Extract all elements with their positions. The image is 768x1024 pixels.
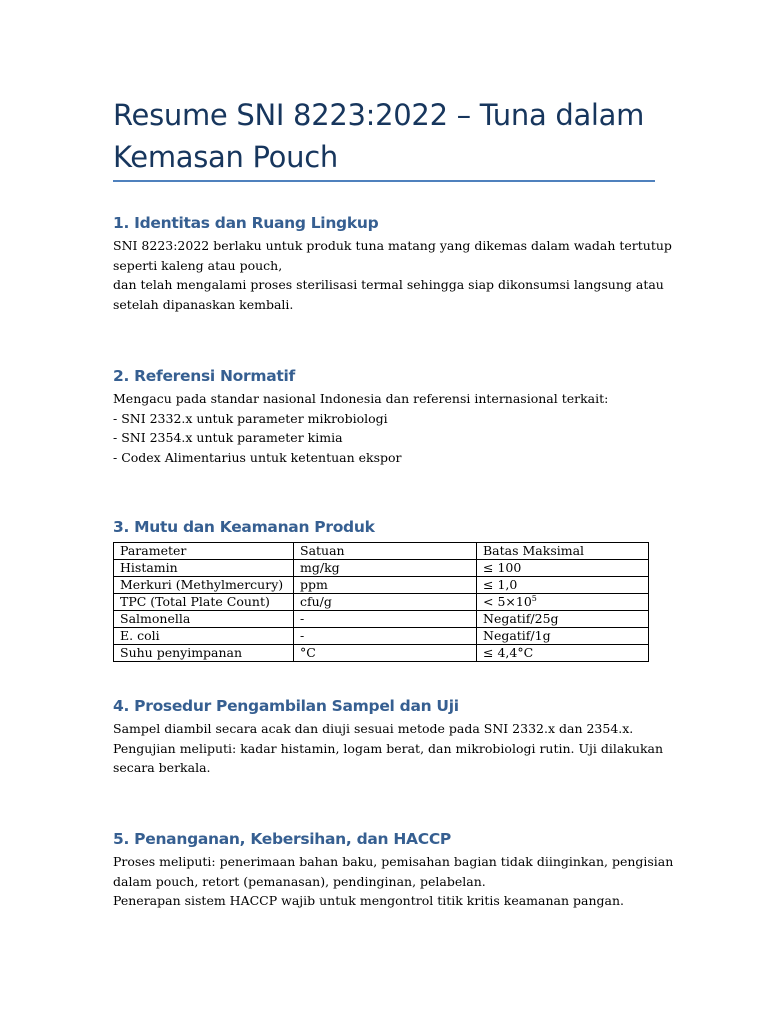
section-1-body xyxy=(113,236,672,314)
table-header-cell: Parameter xyxy=(114,543,294,560)
table-header-row xyxy=(114,543,649,560)
section-2-line: - SNI 2354.x untuk parameter kimia xyxy=(113,430,343,445)
table-cell: - xyxy=(294,628,477,645)
table-cell: Histamin xyxy=(114,560,294,577)
table-row xyxy=(114,560,649,577)
section-5-line: Penerapan sistem HACCP wajib untuk mengontrol titik kritis keamanan pangan. xyxy=(113,893,624,908)
table-header-cell: Batas Maksimal xyxy=(477,543,649,560)
section-5-line: dalam pouch, retort (pemanasan), pendinginan, pelabelan. xyxy=(113,873,486,889)
section-1-heading: 1. Identitas dan Ruang Lingkup xyxy=(113,214,379,232)
section-3-heading: 3. Mutu dan Keamanan Produk xyxy=(113,518,375,536)
title-underline xyxy=(113,180,655,182)
table-cell: cfu/g xyxy=(294,594,477,611)
document-title: Resume SNI 8223:2022 – Tuna dalam Kemasan Pouch xyxy=(113,98,645,174)
tpc-limit-exponent: 5 xyxy=(531,594,537,603)
table-row xyxy=(114,594,649,611)
table-cell: °C xyxy=(294,645,477,662)
section-5-line: Proses meliputi: penerimaan bahan baku, pemisahan bagian tidak diinginkan, pengisian xyxy=(113,854,674,869)
section-4-line: Pengujian meliputi: kadar histamin, logam berat, dan mikrobiologi rutin. Uji dilakukan xyxy=(113,740,664,756)
table-cell: ppm xyxy=(294,577,477,594)
table-row xyxy=(114,628,649,645)
section-5-body xyxy=(113,852,674,911)
table-cell: Suhu penyimpanan xyxy=(114,645,294,662)
section-1-line: dan telah mengalami proses sterilisasi termal sehingga siap dikonsumsi langsung atau xyxy=(113,277,664,292)
section-2-line: - SNI 2332.x untuk parameter mikrobiologi xyxy=(113,410,388,426)
section-1-line: setelah dipanaskan kembali. xyxy=(113,296,294,312)
table-cell: ≤ 4,4°C xyxy=(477,645,649,662)
table-cell: E. coli xyxy=(114,628,294,645)
table-header-cell: Satuan xyxy=(294,543,477,560)
section-4-body xyxy=(113,719,664,778)
table-cell: Merkuri (Methylmercury) xyxy=(114,577,294,594)
section-2-heading: 2. Referensi Normatif xyxy=(113,367,295,385)
table-cell: Negatif/25g xyxy=(477,611,649,628)
section-1-line: SNI 8223:2022 berlaku untuk produk tuna matang yang dikemas dalam wadah tertutup xyxy=(113,238,672,253)
table-cell: mg/kg xyxy=(294,560,477,577)
section-4-line: secara berkala. xyxy=(113,760,211,775)
table-cell: ≤ 100 xyxy=(477,560,649,577)
section-4-line: Sampel diambil secara acak dan diuji sesuai metode pada SNI 2332.x dan 2354.x. xyxy=(113,721,634,736)
section-2-body xyxy=(113,389,655,467)
table-cell: Salmonella xyxy=(114,611,294,628)
section-4-heading: 4. Prosedur Pengambilan Sampel dan Uji xyxy=(113,697,459,715)
table-row xyxy=(114,577,649,594)
quality-table xyxy=(113,542,649,662)
table-cell: - xyxy=(294,611,477,628)
table-cell: Negatif/1g xyxy=(477,628,649,645)
table-row xyxy=(114,645,649,662)
tpc-limit-value: < 5×10 xyxy=(483,594,532,609)
table-cell: ≤ 1,0 xyxy=(477,577,649,594)
section-5-heading: 5. Penanganan, Kebersihan, dan HACCP xyxy=(113,830,451,848)
section-2-line: - Codex Alimentarius untuk ketentuan ekspor xyxy=(113,449,402,465)
section-1-line: seperti kaleng atau pouch, xyxy=(113,257,283,273)
table-cell xyxy=(477,594,649,611)
section-2-line: Mengacu pada standar nasional Indonesia dan referensi internasional terkait: xyxy=(113,391,609,406)
table-row xyxy=(114,611,649,628)
table-cell: TPC (Total Plate Count) xyxy=(114,594,294,611)
